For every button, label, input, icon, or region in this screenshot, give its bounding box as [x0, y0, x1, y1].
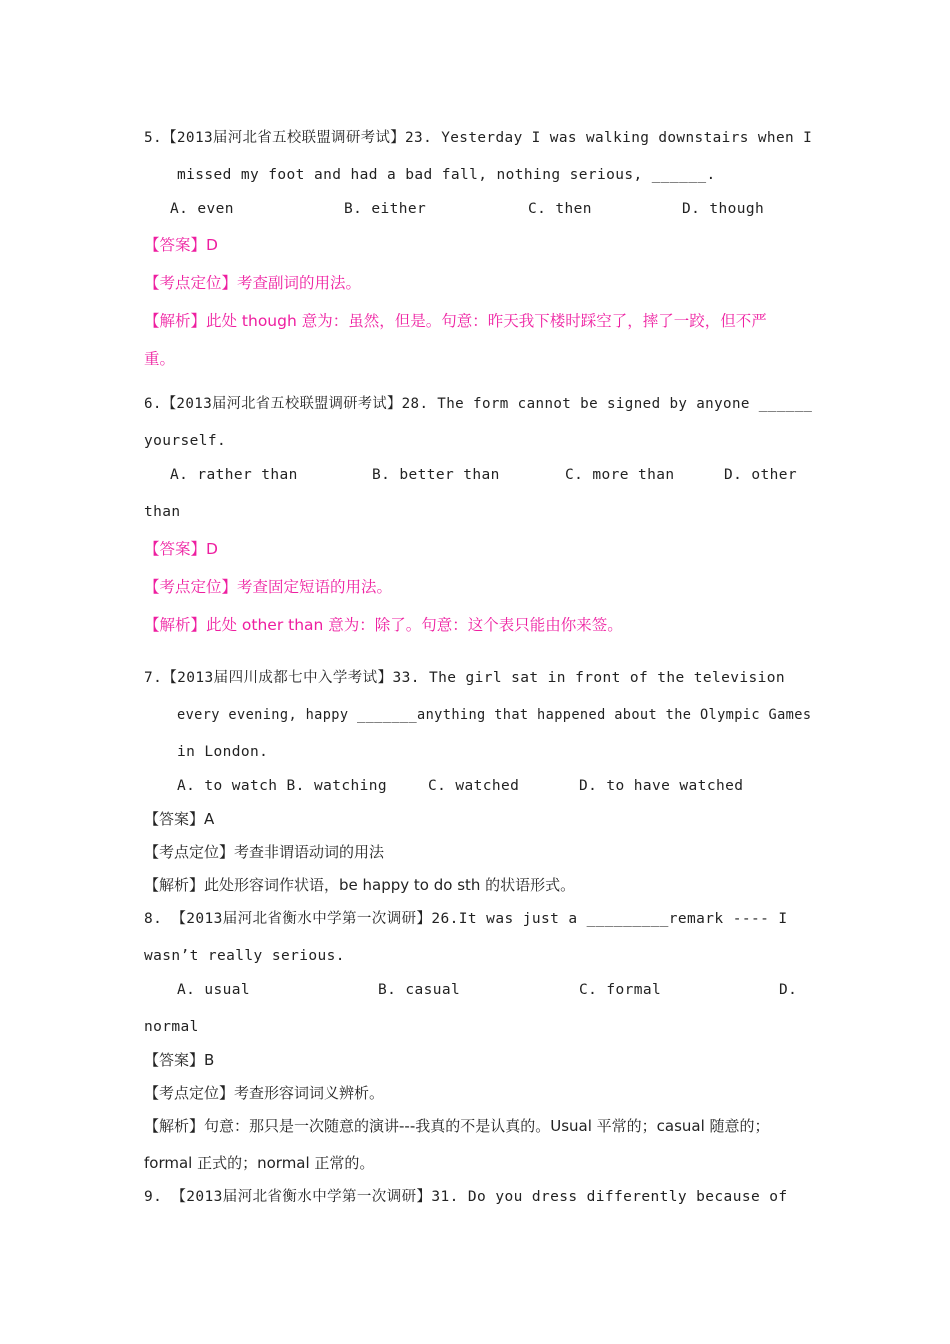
- q5-stem-line2: missed my foot and had a bad fall, nothing serious, ______.: [177, 167, 716, 183]
- q8-kaodian: 【考点定位】考查形容词词义辨析。: [144, 1084, 385, 1102]
- q6-option-b: B. better than: [372, 467, 500, 483]
- q9-stem-line1: 9. 【2013届河北省衡水中学第一次调研】31. Do you dress differently because of: [144, 1189, 788, 1205]
- q6-stem-line1: 6.【2013届河北省五校联盟调研考试】28. The form cannot be signed by anyone ______: [144, 396, 813, 412]
- q5-jiexi-line1: 【解析】此处 though 意为：虽然，但是。句意：昨天我下楼时踩空了，摔了一跤，但不严: [144, 312, 767, 330]
- q5-option-b: B. either: [344, 201, 427, 217]
- q5-option-a: A. even: [170, 201, 234, 217]
- q7-stem-line1: 7.【2013届四川成都七中入学考试】33. The girl sat in front of the television: [144, 670, 786, 686]
- q7-stem-line3: in London.: [177, 744, 269, 760]
- q6-stem-line2: yourself.: [144, 433, 227, 449]
- q7-option-c: C. watched: [428, 778, 520, 794]
- q6-answer: 【答案】D: [144, 540, 218, 558]
- q7-option-d: D. to have watched: [579, 778, 744, 794]
- q5-answer: 【答案】D: [144, 236, 218, 254]
- q6-option-d: D. other: [724, 467, 798, 483]
- q7-stem-line2: every evening, happy _______anything that happened about the Olympic Games: [177, 707, 812, 723]
- q7-kaodian: 【考点定位】考查非谓语动词的用法: [144, 843, 385, 861]
- q8-option-d-cont: normal: [144, 1019, 199, 1035]
- q8-option-d: D.: [779, 982, 798, 998]
- q5-kaodian: 【考点定位】考查副词的用法。: [144, 274, 362, 292]
- q6-kaodian: 【考点定位】考查固定短语的用法。: [144, 578, 393, 596]
- q8-option-a: A. usual: [177, 982, 251, 998]
- q7-option-ab: A. to watch B. watching: [177, 778, 387, 794]
- q6-jiexi: 【解析】此处 other than 意为：除了。句意：这个表只能由你来签。: [144, 616, 623, 634]
- q7-answer: 【答案】A: [144, 810, 215, 828]
- q5-option-d: D. though: [682, 201, 765, 217]
- q8-option-c: C. formal: [579, 982, 662, 998]
- q6-option-d-cont: than: [144, 504, 181, 520]
- q5-stem-line1: 5.【2013届河北省五校联盟调研考试】23. Yesterday I was walking downstairs when I: [144, 130, 813, 146]
- q5-option-c: C. then: [528, 201, 592, 217]
- q8-jiexi-line2: formal 正式的；normal 正常的。: [144, 1154, 375, 1172]
- q8-jiexi-line1: 【解析】句意：那只是一次随意的演讲---我真的不是认真的。Usual 平常的；casual 随意的；: [144, 1117, 770, 1135]
- q5-jiexi-line2: 重。: [144, 350, 176, 368]
- q8-option-b: B. casual: [378, 982, 461, 998]
- q8-stem-line1: 8. 【2013届河北省衡水中学第一次调研】26.It was just a _________remark ---- I: [144, 911, 788, 927]
- q8-stem-line2: wasn’t really serious.: [144, 948, 345, 964]
- q6-option-c: C. more than: [565, 467, 675, 483]
- q8-answer: 【答案】B: [144, 1051, 215, 1069]
- q6-option-a: A. rather than: [170, 467, 298, 483]
- q7-jiexi: 【解析】此处形容词作状语，be happy to do sth 的状语形式。: [144, 876, 576, 894]
